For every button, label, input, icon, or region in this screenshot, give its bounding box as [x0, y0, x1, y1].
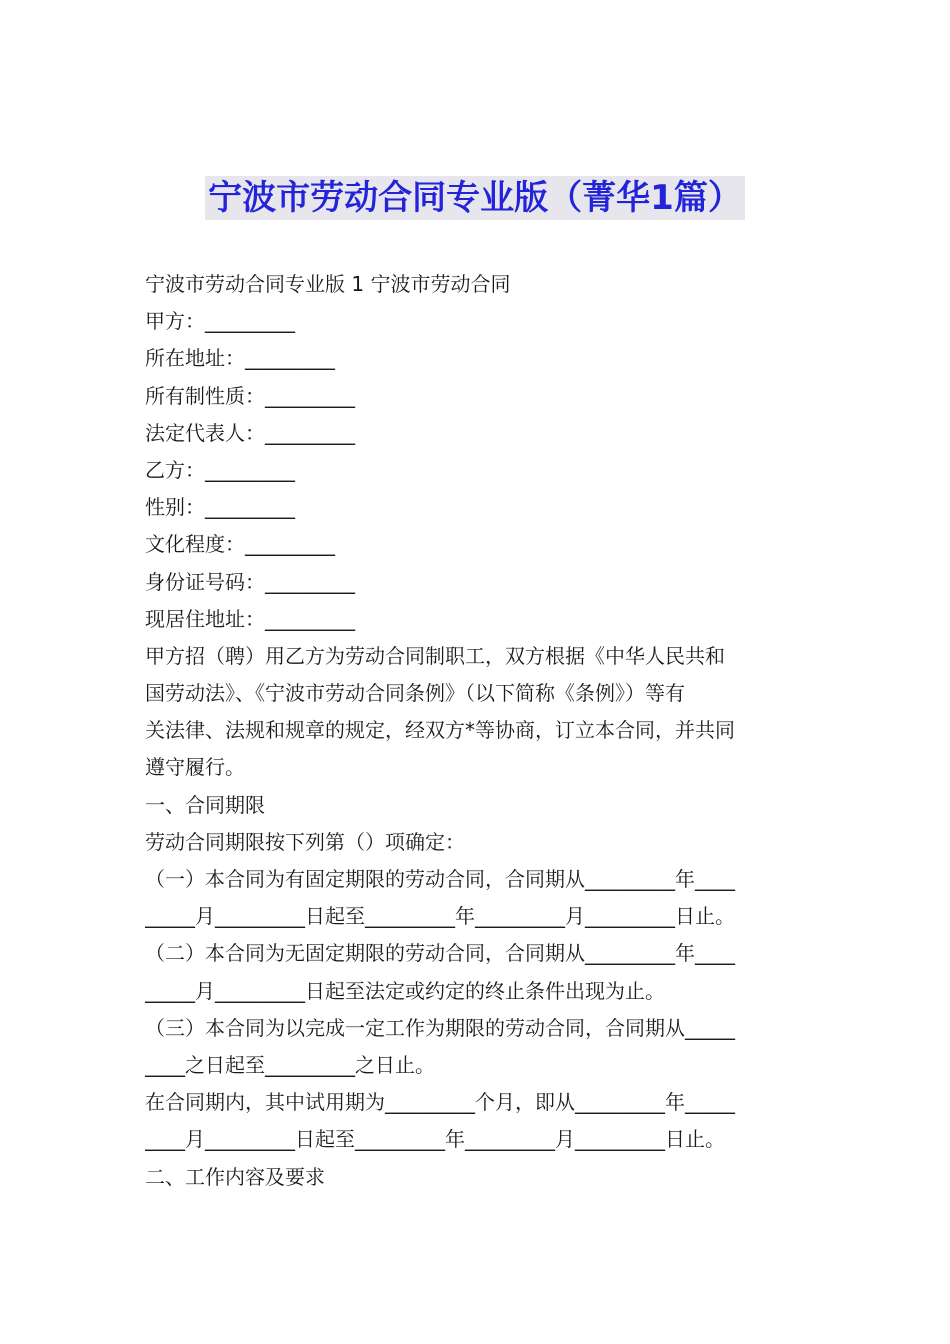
section-heading-term: 一、合同期限 [145, 792, 265, 817]
document-title: 宁波市劳动合同专业版（菁华1篇） [205, 176, 745, 220]
field-address: 所在地址：_________ [145, 346, 335, 371]
field-current-address: 现居住地址：_________ [145, 606, 355, 631]
term-option-3-line-2: ____之日起至_________之日止。 [145, 1052, 435, 1077]
title-wrapper [0, 176, 950, 220]
field-gender: 性别：_________ [145, 495, 295, 520]
preamble-line-3: 关法律、法规和规章的规定，经双方*等协商，订立本合同，并共同 [145, 718, 735, 743]
term-option-1-line-1: （一）本合同为有固定期限的劳动合同，合同期从_________年____ [145, 867, 735, 891]
term-option-3-line-1: （三）本合同为以完成一定工作为期限的劳动合同，合同期从_____ [145, 1015, 735, 1040]
subtitle-line: 宁波市劳动合同专业版 1 宁波市劳动合同 [145, 272, 511, 296]
preamble-line-4: 遵守履行。 [145, 755, 245, 780]
term-option-2-line-1: （二）本合同为无固定期限的劳动合同，合同期从_________年____ [145, 941, 735, 966]
term-intro: 劳动合同期限按下列第（）项确定： [145, 829, 465, 854]
field-party-b: 乙方：_________ [145, 457, 295, 482]
preamble-line-1: 甲方招（聘）用乙方为劳动合同制职工，双方根据《中华人民共和 [145, 643, 725, 668]
probation-line-1: 在合同期内，其中试用期为_________个月，即从_________年_____ [145, 1090, 735, 1115]
term-option-2-line-2: _____月_________日起至法定或约定的终止条件出现为止。 [145, 978, 665, 1003]
field-ownership: 所有制性质：_________ [145, 383, 355, 408]
preamble-line-2: 国劳动法》、《宁波市劳动合同条例》（以下简称《条例》）等有 [145, 681, 685, 706]
probation-line-2: ____月_________日起至_________年_________月_________日止。 [145, 1127, 725, 1152]
field-party-a: 甲方：_________ [145, 309, 295, 334]
term-option-1-line-2: _____月_________日起至_________年_________月_________日止。 [145, 904, 735, 929]
document-body [145, 266, 810, 1196]
field-id-number: 身份证号码：_________ [145, 569, 355, 594]
field-education: 文化程度：_________ [145, 532, 335, 557]
section-heading-work: 二、工作内容及要求 [145, 1164, 325, 1189]
field-legal-rep: 法定代表人：_________ [145, 420, 355, 445]
